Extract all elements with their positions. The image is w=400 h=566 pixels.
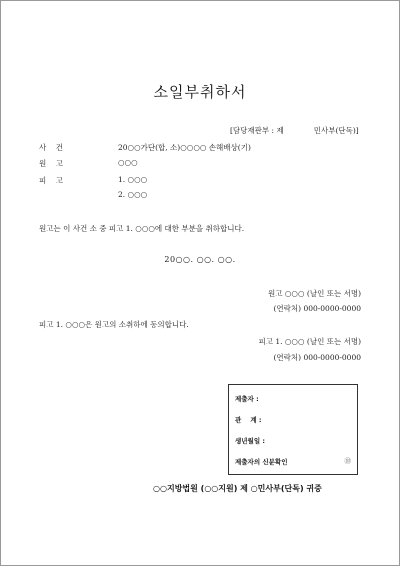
document-title: 소일부취하서 xyxy=(153,83,247,101)
defendant-label-text: 피 고 xyxy=(39,176,64,185)
plaintiff-label-text: 원 고 xyxy=(39,159,64,168)
defendant-signature-line: 피고 1. ○○○ (날인 또는 서명) xyxy=(258,337,361,346)
defendant-item-2: 2. ○○○ xyxy=(118,190,148,199)
assigned-department xyxy=(230,125,359,136)
relation-field: 관 계 : xyxy=(235,416,262,424)
birthdate-field: 생년월일 : xyxy=(235,437,265,445)
withdrawal-statement: 원고는 이 사건 소 중 피고 1. ○○○에 대한 부분을 취하합니다. xyxy=(39,224,245,233)
defendant-item-1: 1. ○○○ xyxy=(118,175,148,184)
department-prefix: [담당재판부 : 제 xyxy=(230,126,284,135)
plaintiff-value: ○○○ xyxy=(118,158,138,167)
submitter-field: 제출자 : xyxy=(235,395,259,403)
consent-statement: 피고 1. ○○○은 원고의 소취하에 동의합니다. xyxy=(39,320,189,329)
case-label xyxy=(39,142,63,153)
id-check-field: 제출자의 신분확인 xyxy=(235,458,288,466)
seal-icon: ㊞ xyxy=(344,457,351,465)
plaintiff-contact: (연락처) 000-0000-0000 xyxy=(273,304,361,313)
defendant-label xyxy=(39,175,63,186)
plaintiff-signature-line: 원고 ○○○ (날인 또는 서명) xyxy=(268,289,361,298)
department-suffix: 민사부(단독)] xyxy=(313,126,359,135)
submission-box xyxy=(228,384,358,475)
plaintiff-label xyxy=(39,158,63,169)
case-label-text: 사 건 xyxy=(39,143,64,152)
case-value: 20○○가단(합, 소)○○○○ 손해배상(기) xyxy=(118,143,251,152)
court-name: ○○지방법원 (○○지원) 제 ○민사부(단독) 귀중 xyxy=(153,484,322,493)
defendant-contact: (연락처) 000-0000-0000 xyxy=(273,353,361,362)
document-date: 20○○. ○○. ○○. xyxy=(164,255,236,264)
